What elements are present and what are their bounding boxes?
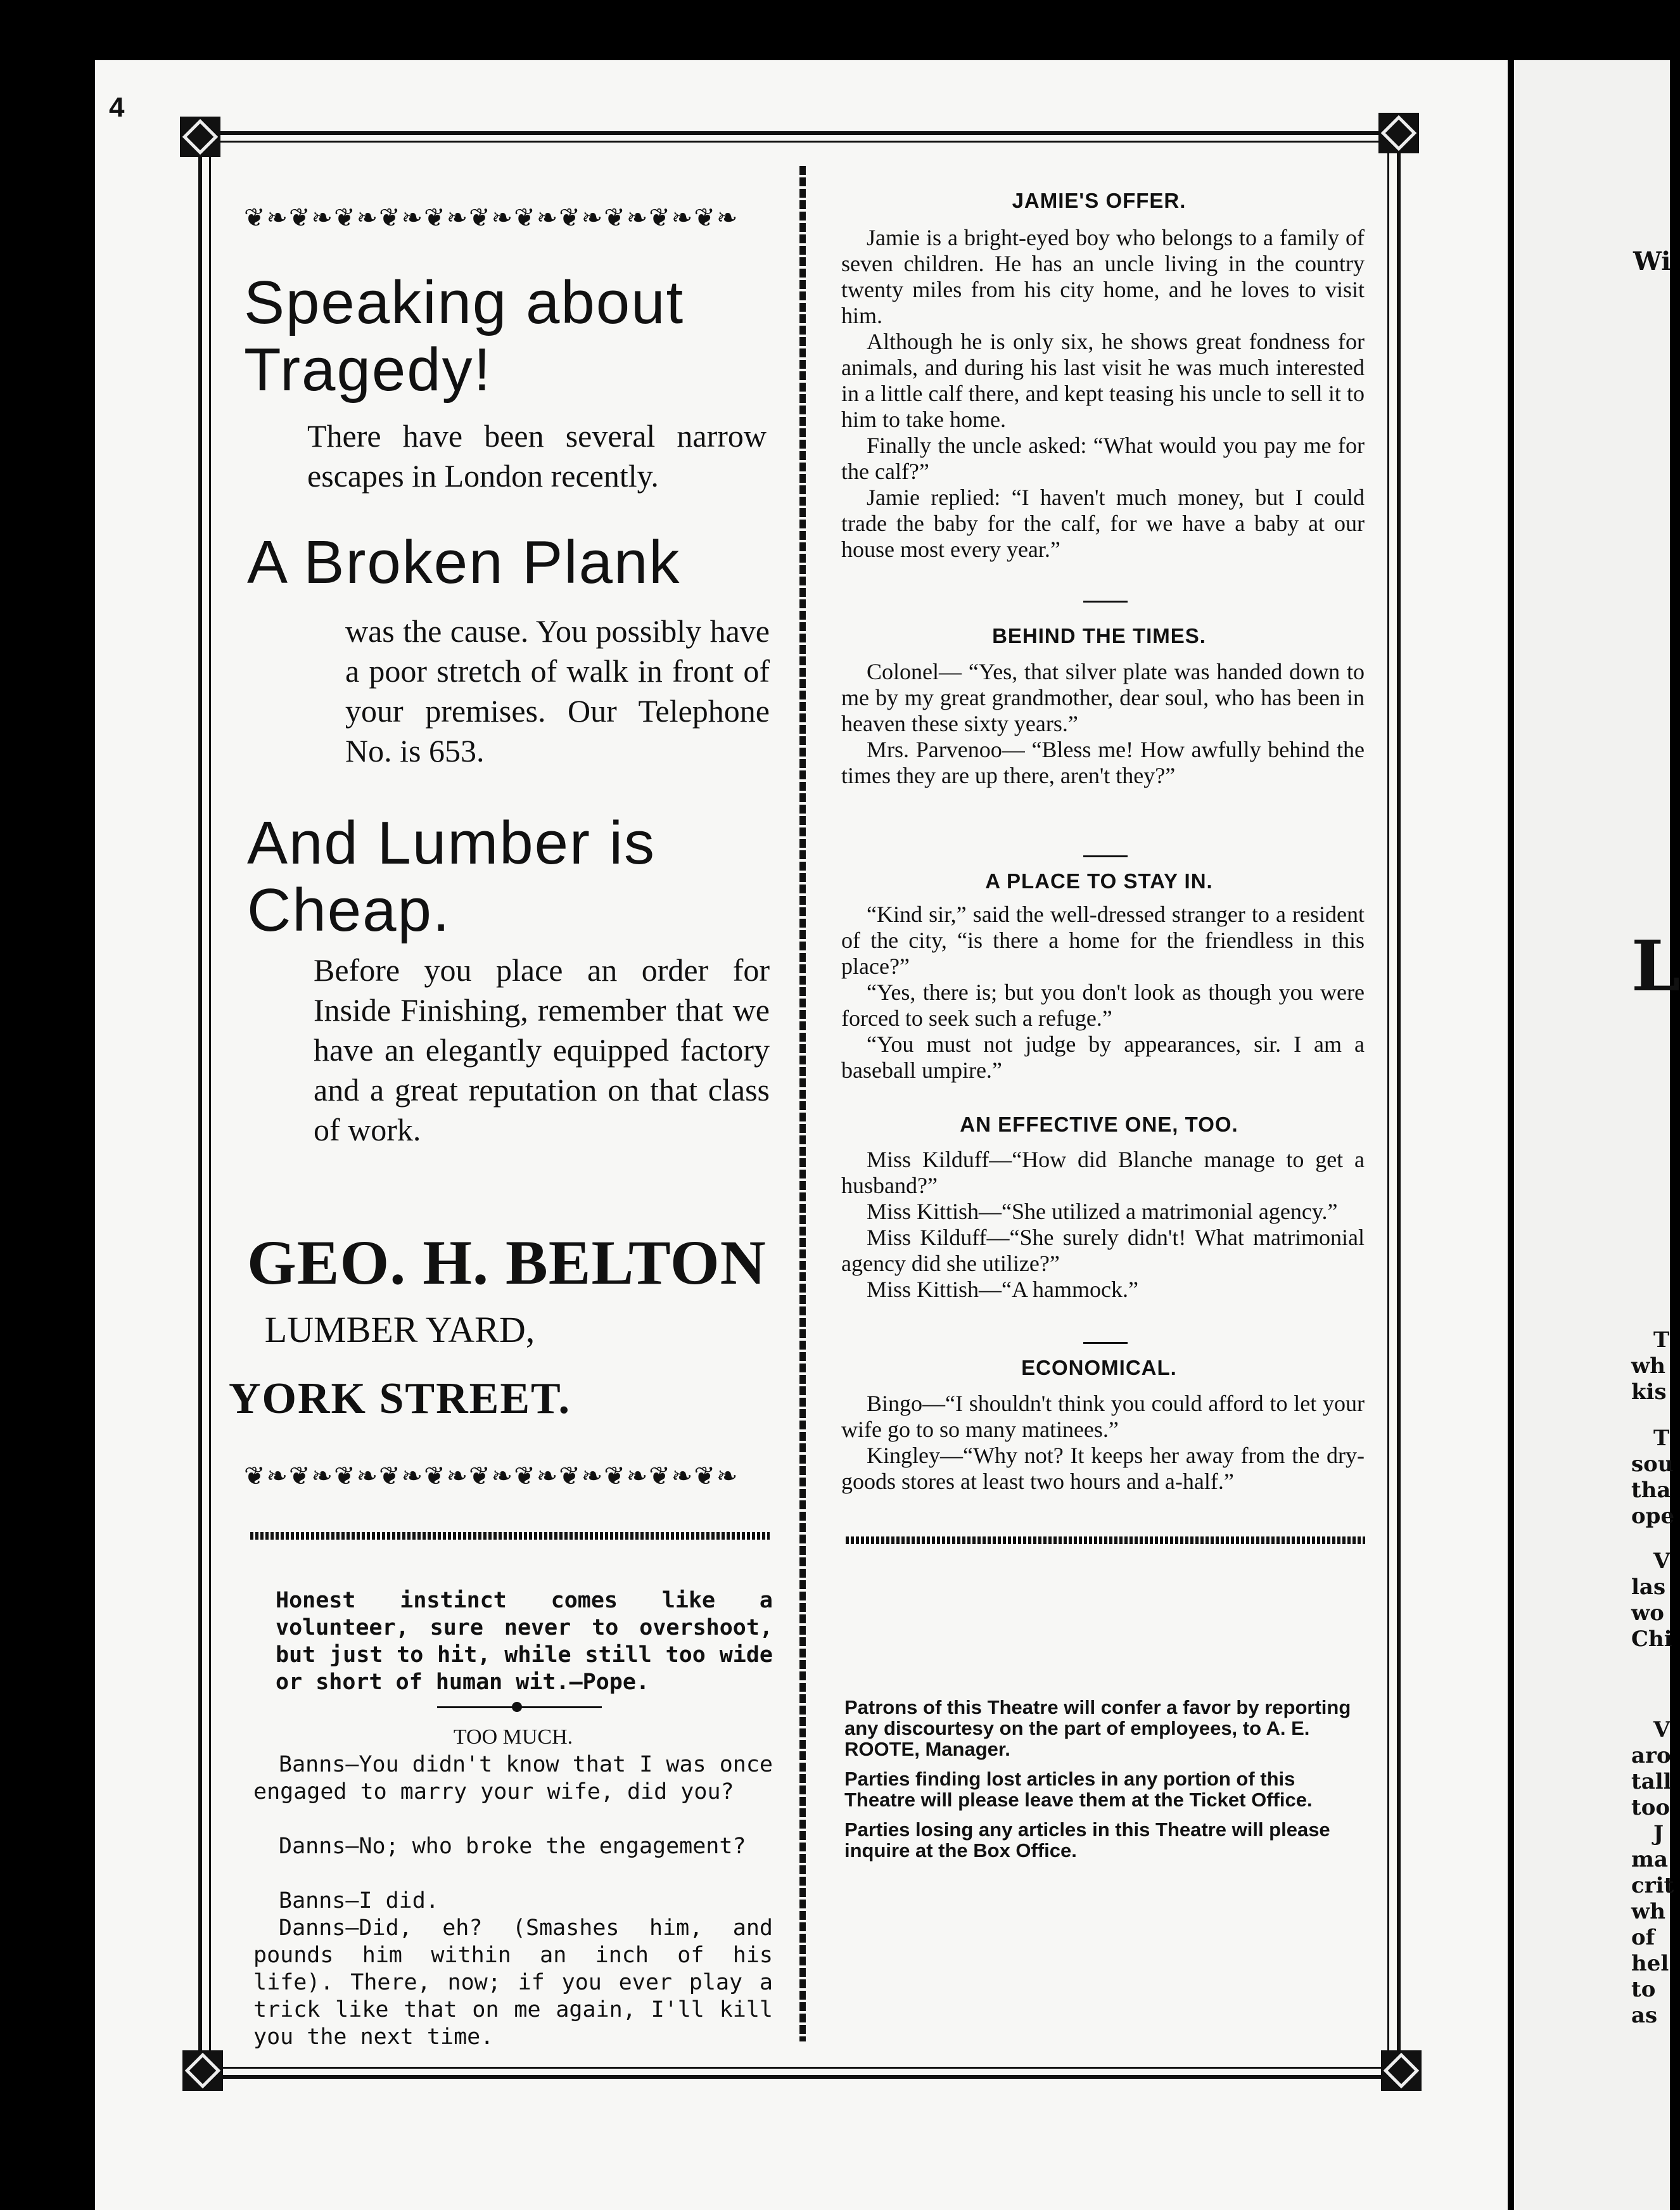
- joke-paragraph: Bingo—“I shouldn't think you could afford to let your wife go to so many matinees.”: [841, 1391, 1365, 1442]
- too-much-line: Banns—You didn't know that I was once engaged to marry your wife, did you?: [253, 1752, 773, 1804]
- joke-body: [841, 659, 1365, 789]
- joke-paragraph: “You must not judge by appearances, sir. I am a baseball umpire.”: [841, 1032, 1365, 1083]
- joke-title: A PLACE TO STAY IN.: [985, 869, 1213, 893]
- next-page-fragment: aro: [1631, 1743, 1671, 1768]
- frame-right: [1397, 136, 1401, 2075]
- next-page-fragment: T: [1653, 1327, 1670, 1353]
- notice-lost-found: Parties finding lost articles in any portion of this Theatre will please leave them at the Ticket Office.: [844, 1768, 1313, 1811]
- next-page-fragment: of: [1631, 1925, 1655, 1950]
- frame-bottom-inner: [190, 2067, 1387, 2069]
- joke-paragraph: Miss Kilduff—“How did Blanche manage to get a husband?”: [841, 1147, 1365, 1198]
- frame-left: [198, 136, 202, 2075]
- next-page-fragment: too: [1631, 1795, 1670, 1820]
- joke-body: [841, 225, 1365, 563]
- next-page-fragment: wh: [1631, 1899, 1665, 1924]
- joke-paragraph: Kingley—“Why not? It keeps her away from the dry-goods stores at least two hours and a-half.”: [841, 1443, 1365, 1494]
- frame-top-inner: [190, 141, 1387, 143]
- joke-title: AN EFFECTIVE ONE, TOO.: [960, 1113, 1238, 1136]
- ad-text-cause: was the cause. You possibly have a poor stretch of walk in front of your premises. Our Telephone No. is 653.: [345, 613, 770, 769]
- joke-title: ECONOMICAL.: [1021, 1356, 1177, 1379]
- company-name: GEO. H. BELTON: [247, 1227, 767, 1298]
- joke-body: [841, 1391, 1365, 1495]
- joke-title: BEHIND THE TIMES.: [992, 624, 1206, 648]
- ad-headline-plank: A Broken Plank: [247, 528, 681, 596]
- next-page-fragment: tall: [1631, 1769, 1672, 1794]
- next-page-fragment: sou: [1631, 1452, 1674, 1477]
- next-page-fragment: V: [1653, 1549, 1670, 1574]
- next-page-fragment: ope: [1631, 1504, 1675, 1529]
- next-page-fragment: crit: [1631, 1873, 1674, 1898]
- next-page-fragment: tha: [1631, 1478, 1671, 1503]
- ad-text-escapes: There have been several narrow escapes in London recently.: [307, 418, 767, 494]
- joke-paragraph: “Yes, there is; but you don't look as though you were forced to seek such a refuge.”: [841, 980, 1365, 1031]
- next-page-fragment: kis: [1631, 1379, 1667, 1405]
- column-divider: [799, 166, 806, 2041]
- page-number: 4: [109, 92, 125, 123]
- next-page-fragment: to: [1631, 1977, 1656, 2002]
- next-page-fragment: las: [1631, 1574, 1666, 1600]
- next-page-fragment: as: [1631, 2003, 1658, 2028]
- corner-ornament-icon: [182, 2050, 223, 2091]
- next-page-fragment: Chi: [1631, 1626, 1672, 1652]
- too-much-line: Banns—I did.: [279, 1888, 439, 1913]
- next-page-fragment: Wi: [1633, 246, 1671, 276]
- joke-paragraph: Jamie replied: “I haven't much money, but I could trade the baby for the calf, for we have a baby at our house most every year.”: [841, 485, 1365, 562]
- joke-body: [841, 902, 1365, 1083]
- next-page-fragment: L: [1631, 925, 1680, 1007]
- ad-headline-lumber: And Lumber is Cheap.: [247, 809, 656, 944]
- joke-paragraph: Miss Kittish—“A hammock.”: [867, 1277, 1138, 1302]
- ornament-rule-top: ❦❧❦❧❦❧❦❧❦❧❦❧❦❧❦❧❦❧❦❧❦❧: [244, 203, 739, 233]
- joke-paragraph: Jamie is a bright-eyed boy who belongs to a family of seven children. He has an uncle living in the country twenty miles from his city home, and he loves to visit him.: [841, 225, 1365, 328]
- corner-ornament-icon: [180, 117, 220, 157]
- dotted-rule-left: [250, 1532, 770, 1540]
- theatre-notices: [844, 1697, 1370, 1870]
- frame-right-inner: [1387, 136, 1389, 2075]
- joke-body: [841, 1147, 1365, 1303]
- ad-text-finishing: Before you place an order for Inside Finishing, remember that we have an elegantly equipped factory and a great reputation on that class of work.: [314, 952, 770, 1147]
- company-subtitle: LUMBER YARD,: [264, 1309, 535, 1350]
- next-page-fragment: hel: [1631, 1951, 1669, 1976]
- joke-paragraph: Finally the uncle asked: “What would you pay me for the calf?”: [841, 433, 1365, 484]
- frame-left-inner: [209, 136, 211, 2075]
- too-much-line: Danns—No; who broke the engagement?: [279, 1834, 746, 1859]
- short-rule: [1083, 601, 1128, 603]
- joke-paragraph: Miss Kittish—“She utilized a matrimonial agency.”: [867, 1199, 1338, 1224]
- frame-top: [190, 131, 1387, 135]
- next-page-fragment: ma: [1631, 1847, 1669, 1872]
- small-divider-dot: [512, 1702, 522, 1712]
- too-much-title: TOO MUCH.: [453, 1725, 573, 1749]
- ornament-rule-bottom: ❦❧❦❧❦❧❦❧❦❧❦❧❦❧❦❧❦❧❦❧❦❧: [244, 1462, 739, 1491]
- joke-paragraph: Although he is only six, he shows great fondness for animals, and during his last visit he was much interested in a little calf there, and kept teasing his uncle to sell it to him to take home.: [841, 329, 1365, 432]
- short-rule: [1083, 1342, 1128, 1344]
- pope-quote: Honest instinct comes like a volunteer, sure never to overshoot, but just to hit, while still too wide or short of human wit.—Pope.: [276, 1588, 773, 1695]
- next-page-fragment: wo: [1631, 1600, 1664, 1626]
- next-page-fragment: J: [1653, 1821, 1664, 1846]
- short-rule: [1083, 855, 1128, 857]
- notice-courtesy: Patrons of this Theatre will confer a favor by reporting any discourtesy on the part of employees, to A. E. ROOTE, Manager.: [844, 1696, 1351, 1760]
- corner-ornament-icon: [1381, 2050, 1422, 2091]
- joke-paragraph: “Kind sir,” said the well-dressed stranger to a resident of the city, “is there a home for the friendless in this place?”: [841, 902, 1365, 979]
- company-address: YORK STREET.: [228, 1374, 571, 1423]
- too-much-line: Danns—Did, eh? (Smashes him, and pounds him within an inch of his life). There, now; if you ever play a trick like that on me again, I'll kill you the next time.: [253, 1915, 773, 2050]
- ad-headline-tragedy: Speaking about Tragedy!: [244, 269, 685, 404]
- next-page-fragment: wh: [1631, 1353, 1665, 1379]
- frame-bottom: [190, 2075, 1387, 2079]
- joke-paragraph: Colonel— “Yes, that silver plate was handed down to me by my great grandmother, dear soul, who has been in heaven these sixty years.”: [841, 659, 1365, 736]
- notice-lost-articles: Parties losing any articles in this Theatre will please inquire at the Box Office.: [844, 1818, 1330, 1862]
- next-page-fragment: V: [1653, 1717, 1670, 1742]
- next-page-fragment: T: [1653, 1426, 1670, 1451]
- dotted-rule-right: [846, 1536, 1365, 1544]
- joke-paragraph: Miss Kilduff—“She surely didn't! What matrimonial agency did she utilize?”: [841, 1225, 1365, 1276]
- joke-paragraph: Mrs. Parvenoo— “Bless me! How awfully behind the times they are up there, aren't they?”: [841, 737, 1365, 788]
- corner-ornament-icon: [1378, 113, 1419, 153]
- joke-title: JAMIE'S OFFER.: [1012, 189, 1187, 212]
